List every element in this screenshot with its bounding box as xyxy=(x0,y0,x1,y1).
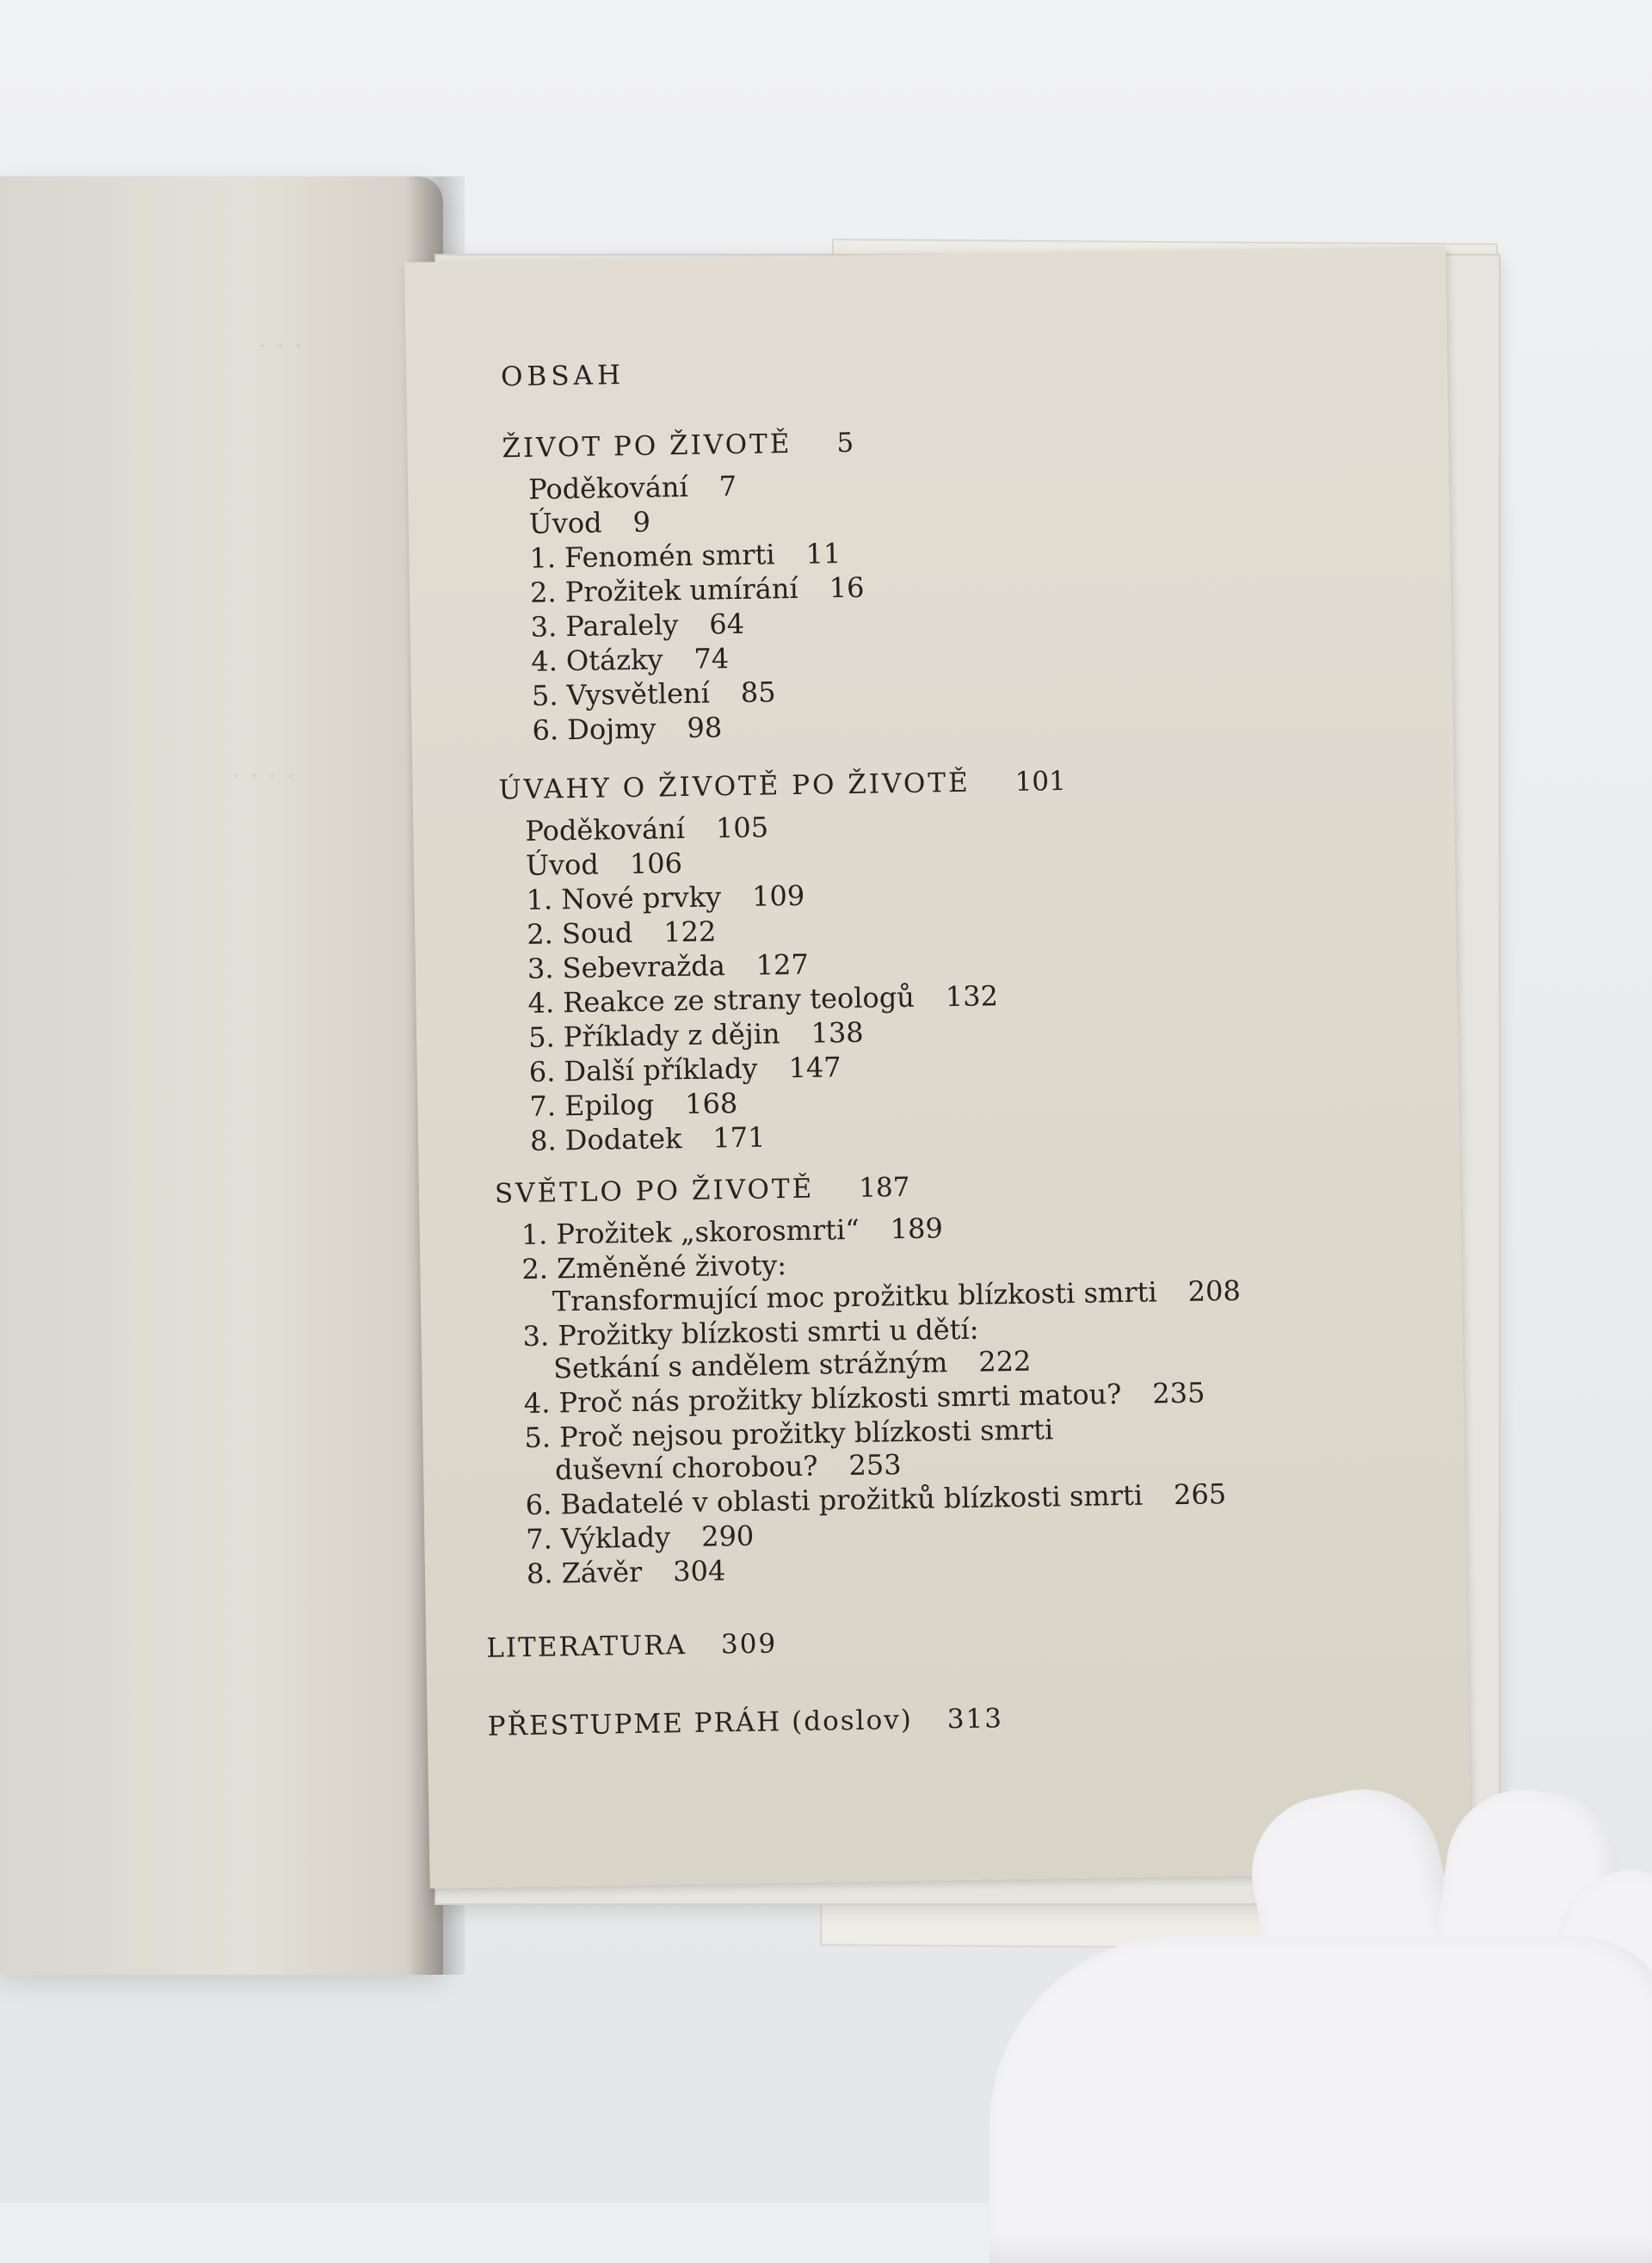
toc-entry xyxy=(521,1242,1419,1316)
page-number: 85 xyxy=(740,675,776,709)
entry-subtitle-text: duševní chorobou? xyxy=(554,1449,818,1487)
page-number: 304 xyxy=(672,1554,726,1588)
toc-part-1 xyxy=(502,422,1410,747)
toc-part-3 xyxy=(495,1167,1423,1588)
page-number: 187 xyxy=(858,1171,910,1204)
entry-title: 2. Prožitek umírání xyxy=(529,571,798,609)
entry-title: 3. Prožitky blízkosti smrti u dětí: xyxy=(522,1312,979,1353)
page-number: 222 xyxy=(977,1344,1032,1378)
page-number: 109 xyxy=(751,879,805,913)
page-number: 98 xyxy=(687,711,723,744)
gloved-palm xyxy=(989,1936,1652,2263)
entry-subtitle-text: Transformující moc prožitku blízkosti smrti xyxy=(552,1275,1157,1318)
entry-title: Poděkování xyxy=(525,811,686,848)
entry-title: 6. Badatelé v oblasti prožitků blízkosti smrti xyxy=(525,1478,1143,1521)
entry-subtitle-text: Setkání s andělem strážným xyxy=(552,1346,948,1385)
entry-title: 1. Nové prvky xyxy=(526,880,722,916)
toc-entry xyxy=(527,941,1414,983)
toc-entry xyxy=(524,1410,1421,1487)
page-number: 132 xyxy=(945,979,999,1014)
section-title: PŘESTUPME PRÁH (doslov) xyxy=(487,1704,914,1742)
page-number: 168 xyxy=(684,1087,738,1120)
page-number: 9 xyxy=(632,505,651,539)
entry-title: 8. Dodatek xyxy=(529,1122,682,1157)
page-number: 208 xyxy=(1187,1273,1242,1308)
toc-literature xyxy=(486,1621,1424,1662)
entry-title: 1. Prožitek „skorosmrti“ xyxy=(521,1212,860,1252)
page-number: 253 xyxy=(848,1448,902,1483)
entry-title: 7. Epilog xyxy=(529,1088,655,1123)
page-number: 235 xyxy=(1152,1376,1205,1410)
entry-list xyxy=(521,1207,1424,1588)
show-through-text: · · · · xyxy=(232,762,296,792)
entry-title: 4. Otázky xyxy=(531,643,663,678)
toc-entry xyxy=(529,531,1407,575)
entry-title: 3. Paralely xyxy=(530,608,679,644)
page-number: 74 xyxy=(693,642,730,675)
toc-entry xyxy=(521,1207,1418,1252)
page-number: 265 xyxy=(1173,1477,1227,1512)
page-number: 290 xyxy=(700,1519,755,1553)
toc-title: OBSAH xyxy=(500,359,626,393)
entry-list xyxy=(525,804,1416,1155)
page-number: 101 xyxy=(1014,766,1067,798)
page-number: 16 xyxy=(829,570,865,605)
page-number: 105 xyxy=(715,811,769,845)
entry-title: Úvod xyxy=(528,506,602,540)
toc-entry xyxy=(522,1309,1420,1383)
show-through-text: · · · xyxy=(258,331,304,361)
entry-title: 2. Změněné životy: xyxy=(521,1249,787,1286)
page-number: 7 xyxy=(718,469,737,503)
entry-title: 6. Další příklady xyxy=(528,1051,758,1088)
section-title: LITERATURA xyxy=(486,1630,687,1664)
entry-title: 2. Soud xyxy=(526,916,633,951)
entry-title: 8. Závěr xyxy=(526,1555,643,1590)
part-title: ŽIVOT PO ŽIVOTĚ xyxy=(502,428,792,465)
page-number: 309 xyxy=(720,1628,778,1661)
page-number: 11 xyxy=(805,537,841,570)
toc-afterword xyxy=(488,1699,1426,1741)
page-number: 313 xyxy=(946,1703,1004,1736)
toc-entry xyxy=(530,1113,1416,1155)
entry-title: 6. Dojmy xyxy=(532,712,656,747)
entry-title: 7. Výklady xyxy=(526,1520,671,1556)
page-number: 122 xyxy=(663,915,717,949)
page-number: 138 xyxy=(811,1015,864,1050)
toc-entry xyxy=(527,462,1406,506)
part-heading xyxy=(498,763,1410,805)
entry-title: 1. Fenomén smrti xyxy=(529,538,775,575)
entry-title: 3. Sebevražda xyxy=(527,949,726,985)
toc-entry xyxy=(525,804,1411,848)
part-heading xyxy=(495,1167,1417,1208)
page-number: 171 xyxy=(712,1120,766,1155)
entry-title: Poděkování xyxy=(527,470,689,506)
contents-page xyxy=(404,246,1471,1889)
entry-title: 4. Proč nás prožitky blízkosti smrti matou? xyxy=(523,1378,1122,1420)
page-number: 5 xyxy=(836,427,854,459)
entry-title: 5. Proč nejsou prožitky blízkosti smrti xyxy=(524,1413,1054,1454)
entry-title: Úvod xyxy=(525,848,600,882)
page-number: 106 xyxy=(629,847,683,880)
entry-title: 4. Reakce ze strany teologů xyxy=(527,980,915,1020)
page-number: 189 xyxy=(890,1212,944,1246)
part-title: SVĚTLO PO ŽIVOTĚ xyxy=(494,1173,815,1210)
entry-list xyxy=(527,462,1410,747)
entry-title: 5. Příklady z dějin xyxy=(527,1017,780,1054)
page-number: 147 xyxy=(788,1051,841,1085)
page-number: 64 xyxy=(709,607,745,641)
part-heading xyxy=(502,422,1405,465)
entry-title: 5. Vysvětlení xyxy=(531,676,711,712)
table-of-contents xyxy=(486,350,1426,1742)
left-page xyxy=(0,176,443,1975)
part-title: ÚVAHY O ŽIVOTĚ PO ŽIVOTĚ xyxy=(498,767,971,806)
page-number: 127 xyxy=(755,947,810,982)
toc-part-2 xyxy=(498,763,1416,1156)
